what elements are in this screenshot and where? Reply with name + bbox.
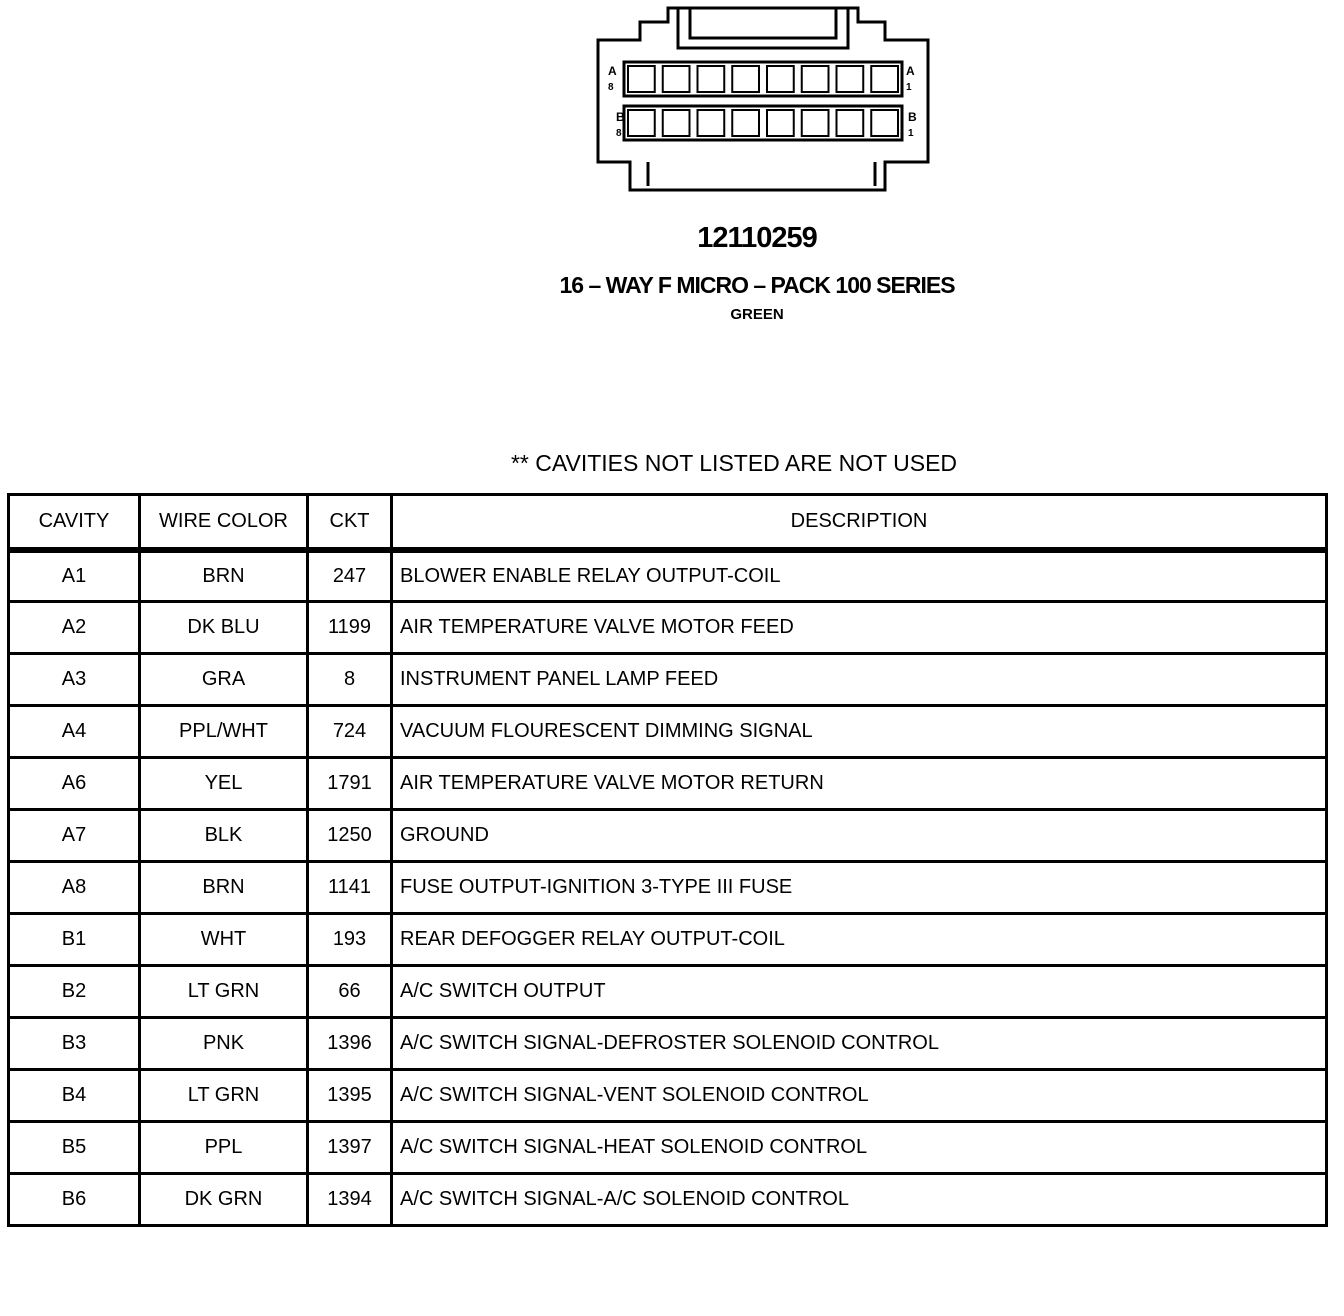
- cell-description: A/C SWITCH SIGNAL-HEAT SOLENOID CONTROL: [392, 1122, 1327, 1174]
- cell-description: AIR TEMPERATURE VALVE MOTOR RETURN: [392, 758, 1327, 810]
- cell-wire-color: BRN: [140, 550, 308, 602]
- cell-wire-color: WHT: [140, 914, 308, 966]
- table-row: [9, 706, 1327, 758]
- cell-wire-color: LT GRN: [140, 1070, 308, 1122]
- row-a-cavity: [732, 66, 759, 92]
- cell-wire-color: PPL/WHT: [140, 706, 308, 758]
- row-a-left-num: 8: [608, 82, 614, 93]
- cell-cavity: A4: [9, 706, 140, 758]
- part-description: 16 – WAY F MICRO – PACK 100 SERIES: [559, 272, 955, 298]
- cell-description: BLOWER ENABLE RELAY OUTPUT-COIL: [392, 550, 1327, 602]
- cell-cavity: B6: [9, 1174, 140, 1226]
- cell-cavity: B5: [9, 1122, 140, 1174]
- cell-wire-color: DK BLU: [140, 602, 308, 654]
- table-row: [9, 810, 1327, 862]
- row-b-cavity: [802, 110, 829, 136]
- cell-cavity: B3: [9, 1018, 140, 1070]
- cell-description: A/C SWITCH SIGNAL-A/C SOLENOID CONTROL: [392, 1174, 1327, 1226]
- cell-cavity: B1: [9, 914, 140, 966]
- cell-description: VACUUM FLOURESCENT DIMMING SIGNAL: [392, 706, 1327, 758]
- connector-latch: [678, 8, 848, 48]
- cell-ckt: 66: [308, 966, 392, 1018]
- connector-key: [648, 162, 875, 186]
- cell-cavity: A7: [9, 810, 140, 862]
- cell-wire-color: PPL: [140, 1122, 308, 1174]
- cell-wire-color: BLK: [140, 810, 308, 862]
- table-row: [9, 914, 1327, 966]
- table-row: [9, 550, 1327, 602]
- table-row: [9, 1122, 1327, 1174]
- row-a-cavity: [767, 66, 794, 92]
- cell-ckt: 1394: [308, 1174, 392, 1226]
- row-b-left-label: B: [616, 110, 625, 124]
- row-a-cavity: [871, 66, 898, 92]
- header-ckt: CKT: [308, 495, 392, 550]
- cell-description: A/C SWITCH SIGNAL-VENT SOLENOID CONTROL: [392, 1070, 1327, 1122]
- cell-ckt: 724: [308, 706, 392, 758]
- table-row: [9, 654, 1327, 706]
- cavities-note: ** CAVITIES NOT LISTED ARE NOT USED: [510, 450, 958, 476]
- cell-description: INSTRUMENT PANEL LAMP FEED: [392, 654, 1327, 706]
- cell-ckt: 1396: [308, 1018, 392, 1070]
- table-row: [9, 758, 1327, 810]
- cell-cavity: A3: [9, 654, 140, 706]
- cell-cavity: A6: [9, 758, 140, 810]
- row-b-right-label: B: [908, 110, 917, 124]
- row-b-right-num: 1: [908, 128, 914, 139]
- cell-wire-color: DK GRN: [140, 1174, 308, 1226]
- part-color: GREEN: [730, 306, 784, 323]
- cell-ckt: 1395: [308, 1070, 392, 1122]
- cell-ckt: 1199: [308, 602, 392, 654]
- cell-ckt: 1397: [308, 1122, 392, 1174]
- row-b-frame: [624, 106, 902, 140]
- row-a-right-num: 1: [906, 82, 912, 93]
- row-a-cavity: [628, 66, 655, 92]
- row-b-cavity: [628, 110, 655, 136]
- cell-cavity: A2: [9, 602, 140, 654]
- table-row: [9, 1070, 1327, 1122]
- table-header-row: [9, 495, 1327, 550]
- table-row: [9, 1174, 1327, 1226]
- cell-cavity: B2: [9, 966, 140, 1018]
- cell-ckt: 193: [308, 914, 392, 966]
- cell-ckt: 1250: [308, 810, 392, 862]
- cell-ckt: 1141: [308, 862, 392, 914]
- cell-wire-color: GRA: [140, 654, 308, 706]
- cell-description: GROUND: [392, 810, 1327, 862]
- header-wire-color: WIRE COLOR: [140, 495, 308, 550]
- cell-ckt: 1791: [308, 758, 392, 810]
- row-a-cavity: [837, 66, 864, 92]
- cell-description: FUSE OUTPUT-IGNITION 3-TYPE III FUSE: [392, 862, 1327, 914]
- table-row: [9, 862, 1327, 914]
- row-b-cavity: [732, 110, 759, 136]
- table-row: [9, 602, 1327, 654]
- cell-wire-color: BRN: [140, 862, 308, 914]
- row-b-cavity: [871, 110, 898, 136]
- table-row: [9, 1018, 1327, 1070]
- row-a-frame: [624, 62, 902, 96]
- part-number: 12110259: [697, 222, 817, 254]
- connector-diagram: [590, 0, 940, 200]
- cell-description: AIR TEMPERATURE VALVE MOTOR FEED: [392, 602, 1327, 654]
- cell-ckt: 8: [308, 654, 392, 706]
- cell-cavity: B4: [9, 1070, 140, 1122]
- row-a-left-label: A: [608, 64, 617, 78]
- cell-description: A/C SWITCH SIGNAL-DEFROSTER SOLENOID CONTROL: [392, 1018, 1327, 1070]
- table-row: [9, 966, 1327, 1018]
- header-description: DESCRIPTION: [392, 495, 1327, 550]
- cell-wire-color: LT GRN: [140, 966, 308, 1018]
- cell-cavity: A8: [9, 862, 140, 914]
- row-b-cavity: [837, 110, 864, 136]
- cell-wire-color: PNK: [140, 1018, 308, 1070]
- row-b-left-num: 8: [616, 128, 622, 139]
- cell-description: A/C SWITCH OUTPUT: [392, 966, 1327, 1018]
- cell-description: REAR DEFOGGER RELAY OUTPUT-COIL: [392, 914, 1327, 966]
- cell-cavity: A1: [9, 550, 140, 602]
- row-a-cavity: [698, 66, 725, 92]
- cell-wire-color: YEL: [140, 758, 308, 810]
- row-a-right-label: A: [906, 64, 915, 78]
- row-b-cavity: [663, 110, 690, 136]
- header-cavity: CAVITY: [9, 495, 140, 550]
- cell-ckt: 247: [308, 550, 392, 602]
- pinout-table: [7, 493, 1328, 1227]
- row-b-cavity: [767, 110, 794, 136]
- row-a-cavity: [802, 66, 829, 92]
- row-a-cavity: [663, 66, 690, 92]
- row-b-cavity: [698, 110, 725, 136]
